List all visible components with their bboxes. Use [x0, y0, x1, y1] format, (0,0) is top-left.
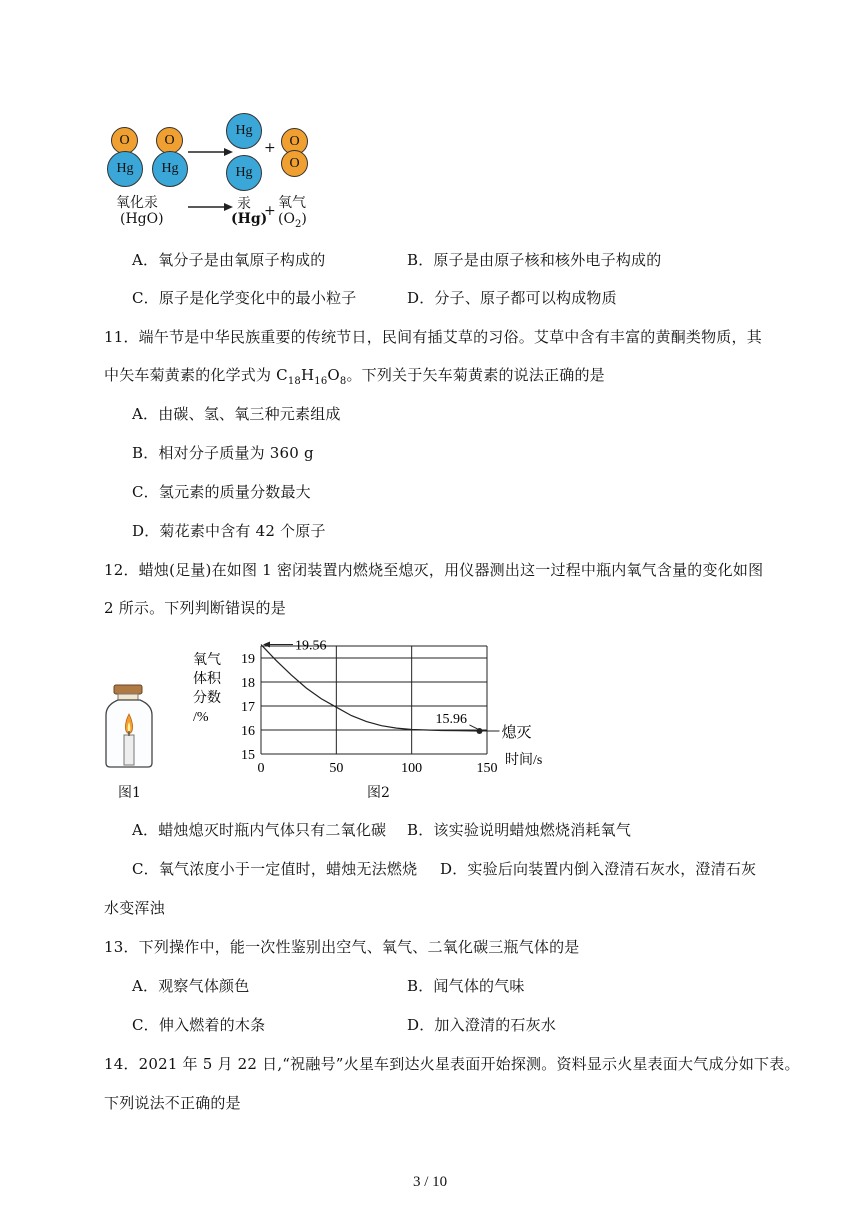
- annotation-leader: [469, 725, 477, 729]
- q11-option-b: B．相对分子质量为 360 g: [132, 444, 314, 462]
- q13-option-d: D．加入澄清的石灰水: [407, 1016, 557, 1034]
- plus-sign: +: [264, 140, 276, 156]
- q10-option-a: A．氧分子是由氧原子构成的: [132, 251, 326, 269]
- x-axis-label: 时间/s: [505, 753, 543, 768]
- mercury-atom: Hg: [152, 151, 188, 187]
- q11-option-d: D．菊花素中含有 42 个原子: [132, 522, 326, 540]
- y-tick-label: 15: [241, 748, 255, 763]
- q13-option-b: B．闻气体的气味: [407, 977, 525, 995]
- q12-option-d-continued: 水变浑浊: [104, 899, 165, 917]
- q13-option-a: A．观察气体颜色: [132, 977, 250, 995]
- figure1-label: 图1: [118, 785, 141, 801]
- x-tick-label: 50: [329, 761, 344, 776]
- reactant-formula: (HgO): [120, 211, 164, 227]
- y-axis-label: 氧气: [193, 653, 221, 668]
- product1-name: 汞: [237, 196, 251, 212]
- q10-option-d: D．分子、原子都可以构成物质: [407, 289, 617, 307]
- q12-option-b: B．该实验说明蜡烛燃烧消耗氧气: [407, 821, 632, 839]
- page-number: 3 / 10: [413, 1174, 448, 1190]
- q12-stem-line2: 2 所示。下列判断错误的是: [104, 599, 286, 617]
- annotation-arrowhead: [263, 642, 270, 648]
- reaction-arrow: [188, 201, 234, 213]
- q10-option-b: B．原子是由原子核和核外电子构成的: [407, 251, 662, 269]
- q13-stem: 13．下列操作中，能一次性鉴别出空气、氧气、二氧化碳三瓶气体的是: [104, 938, 580, 956]
- annotation-max-value: 19.56: [295, 638, 327, 654]
- mercury-atom: Hg: [107, 151, 143, 187]
- q11-stem-line2: 中矢车菊黄素的化学式为 $C_{18}H_{16}O_8$。下列关于矢车菊黄素的说法正确的是: [104, 366, 605, 387]
- reactant-name: 氧化汞: [116, 195, 158, 211]
- q14-stem-line2: 下列说法不正确的是: [104, 1094, 241, 1112]
- x-tick-label: 150: [476, 761, 498, 776]
- y-tick-label: 18: [241, 676, 255, 691]
- oxygen-atom: O: [111, 127, 138, 154]
- mercury-atom: Hg: [226, 155, 262, 191]
- y-axis-label: /%: [193, 710, 209, 725]
- y-tick-label: 16: [241, 724, 255, 739]
- plus-sign: +: [264, 203, 276, 219]
- reaction-arrow: [188, 146, 234, 158]
- q13-option-c: C．伸入燃着的木条: [132, 1016, 266, 1034]
- product2-formula: $(O_2)$: [278, 211, 307, 230]
- annotation-extinguished: 熄灭: [501, 724, 532, 741]
- y-tick-label: 17: [241, 700, 255, 715]
- q11-option-c: C．氢元素的质量分数最大: [132, 483, 311, 501]
- product1-formula: (Hg): [231, 211, 268, 227]
- q12-option-a: A．蜡烛熄灭时瓶内气体只有二氧化碳: [132, 821, 387, 839]
- q14-stem-line1: 14．2021 年 5 月 22 日,“祝融号”火星车到达火星表面开始探测。资料显示火星表面大气成分如下表。: [104, 1055, 800, 1073]
- oxygen-chart: [185, 636, 565, 786]
- q11-stem-line1: 11．端午节是中华民族重要的传统节日，民间有插艾草的习俗。艾草中含有丰富的黄酮类物质，其: [104, 328, 762, 346]
- q12-option-c: C．氧气浓度小于一定值时，蜡烛无法燃烧: [132, 860, 418, 878]
- candle-jar-figure: [100, 683, 160, 773]
- annotation-end-value: 15.96: [435, 711, 467, 727]
- y-tick-label: 19: [241, 652, 255, 667]
- mercury-atom: Hg: [226, 113, 262, 149]
- q12-option-d: D．实验后向装置内倒入澄清石灰水，澄清石灰: [440, 860, 757, 878]
- x-tick-label: 0: [257, 761, 265, 776]
- y-axis-label: 体积: [193, 672, 221, 687]
- figure2-label: 图2: [367, 785, 390, 801]
- oxygen-atom: O: [156, 127, 183, 154]
- oxygen-atom: O: [281, 128, 308, 155]
- product2-name: 氧气: [278, 195, 306, 211]
- y-axis-label: 分数: [193, 691, 221, 706]
- q11-option-a: A．由碳、氢、氧三种元素组成: [132, 405, 341, 423]
- oxygen-atom: O: [281, 150, 308, 177]
- q12-stem-line1: 12．蜡烛(足量)在如图 1 密闭装置内燃烧至熄灭，用仪器测出这一过程中瓶内氧气含量的变化如图: [104, 561, 764, 579]
- q10-option-c: C．原子是化学变化中的最小粒子: [132, 289, 357, 307]
- x-tick-label: 100: [401, 761, 423, 776]
